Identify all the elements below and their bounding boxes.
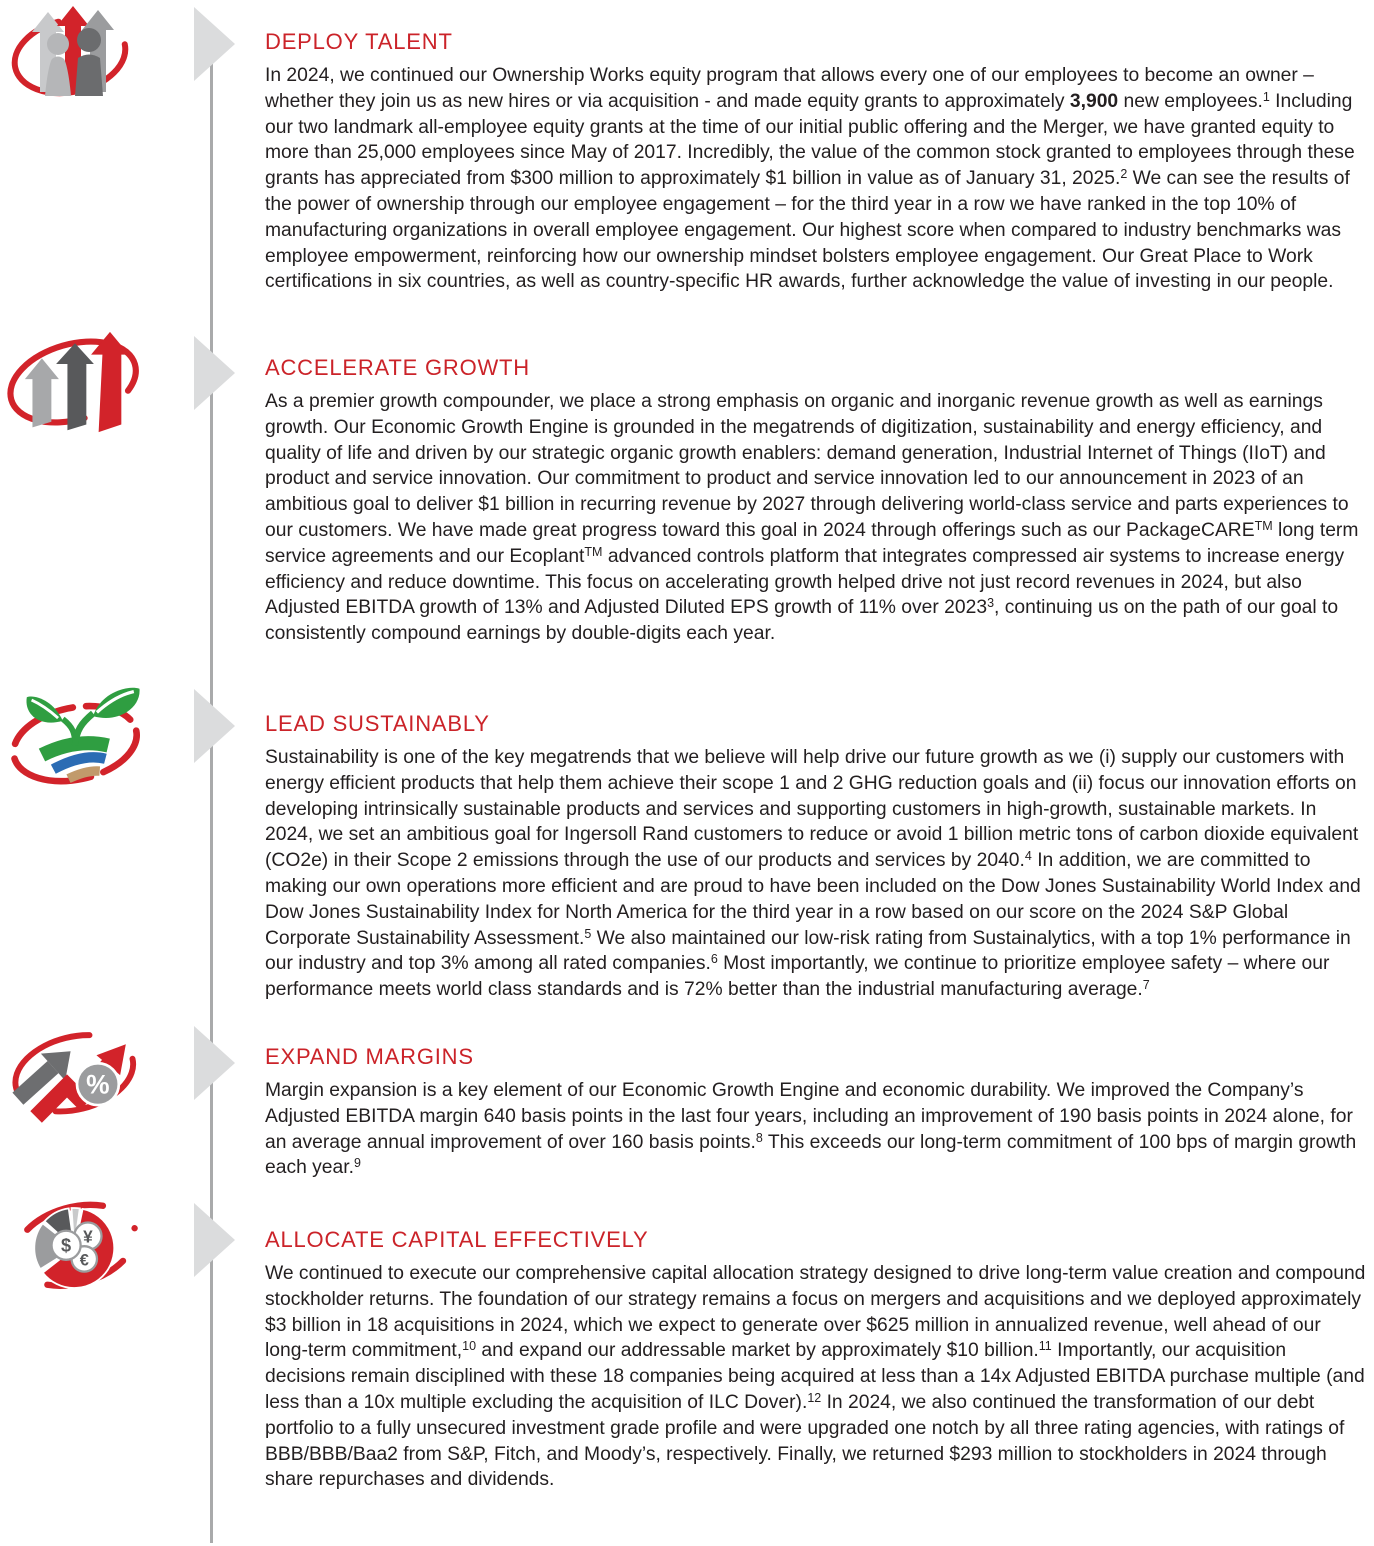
text-segment: We continued to execute our comprehensive capital allocation strategy designed to drive long-term value creation and compound stockholder returns. The foundation of our strategy remains a focus on mergers and acquisitions and we deployed approximately $3 billion in 18 acquisitions in 2024, which we expect to generate over $625 million in annualized revenue, well ahead of our long-term commitment,	[265, 1263, 1366, 1362]
footnote-ref: TM	[584, 544, 603, 559]
section-heading: ACCELERATE GROWTH	[265, 355, 530, 380]
text-segment: and expand our addressable market by approximately $10 billion.	[476, 1340, 1039, 1362]
footnote-ref: 7	[1142, 978, 1150, 993]
timeline-arrow-marker	[194, 7, 235, 81]
section-heading: DEPLOY TALENT	[265, 29, 453, 54]
text-segment: Margin expansion is a key element of our Economic Growth Engine and economic durability. We improved the Company’s Adjusted EBITDA margin 640 basis points in the last four years, including an improvement of 190 basis points in 2024 alone, for an average annual improvement of over 160 basis points.	[265, 1080, 1353, 1153]
text-segment: Sustainability is one of the key megatrends that we believe will help drive our future growth as we (i) supply our customers with energy efficient products that help them achieve their scope 1 and 2 GHG reduction goals and (ii) focus our innovation efforts on developing intrinsically sustainable products and services and supporting customers in high-growth, sustainable markets. In 2024, we set an ambitious goal for Ingersoll Rand customers to reduce or avoid 1 billion metric tons of carbon dioxide equivalent (CO2e) in their Scope 2 emissions through the use of our products and services by 2040.	[265, 747, 1359, 872]
text-segment: As a premier growth compounder, we place a strong emphasis on organic and inorganic revenue growth as well as earnings growth. Our Economic Growth Engine is grounded in the megatrends of digitization, sustainability and energy efficiency, and quality of life and driven by our strategic organic growth enablers: demand generation, Industrial Internet of Things (IIoT) and product and service innovation. Our commitment to product and service innovation led to our announcement in 2023 of an ambitious goal to deliver $1 billion in recurring revenue by 2027 through delivering world-class service and parts experiences to our customers. We have made great progress toward this goal in 2024 through offerings such as our PackageCARE	[265, 391, 1349, 541]
text-segment: In 2024, we also continued the transformation of our debt portfolio to a fully unsecured investment grade profile and were upgraded one notch by all three rating agencies, with ratings of BBB/BBB/Baa2 from S&P, Fitch, and Moody’s, respectively. Finally, we returned $293 million to stockholders in 2024 through share repurchases and dividends.	[265, 1391, 1345, 1491]
timeline-arrow-marker	[194, 1203, 235, 1277]
text-segment: Importantly, our acquisition decisions remain disciplined with these 18 companies being acquired at less than a 14x Adjusted EBITDA purchase multiple (and less than a 10x multiple excluding the acquisition of ILC Dover).	[265, 1340, 1365, 1413]
section-lead-sustainably	[265, 711, 1368, 1003]
text-segment: advanced controls platform that integrates compressed air systems to increase energy efficiency and reduce downtime. This focus on accelerating growth helped drive not just record revenues in 2024, but also Adjusted EBITDA growth of 13% and Adjusted Diluted EPS growth of 11% over 2023	[265, 545, 1345, 619]
section-body	[265, 389, 1368, 647]
footnote-ref: 11	[1038, 1339, 1052, 1354]
section-heading: ALLOCATE CAPITAL EFFECTIVELY	[265, 1227, 649, 1252]
footnote-ref: 6	[710, 952, 718, 967]
timeline-arrow-marker	[194, 689, 235, 763]
text-segment: , continuing us on the path of our goal to consistently compound earnings by double-digits each year.	[265, 597, 1339, 645]
text-segment: long term service agreements and our Ecoplant	[265, 519, 1359, 567]
section-heading: EXPAND MARGINS	[265, 1044, 474, 1069]
section-body	[265, 1078, 1368, 1181]
timeline-arrow-marker	[194, 336, 235, 410]
svg-text:¥: ¥	[83, 1226, 93, 1247]
accelerate-growth-icon	[2, 330, 148, 434]
lead-sustainably-icon	[6, 684, 148, 790]
footnote-ref: 9	[353, 1156, 361, 1171]
text-segment: Including our two landmark all-employee equity grants at the time of our initial public offering and the Merger, we have granted equity to more than 25,000 employees since May of 2017. Incredibly, the value of the common stock granted to employees through these grants has appreciated from $300 million to approximately $1 billion in value as of January 31, 2025.	[265, 90, 1355, 190]
footnote-ref: 3	[987, 596, 995, 611]
svg-text:%: %	[86, 1069, 110, 1100]
footnote-ref: 5	[584, 926, 592, 941]
timeline-line	[210, 42, 213, 1543]
text-segment: 3,900	[1069, 90, 1119, 112]
section-allocate-capital	[265, 1227, 1368, 1493]
deploy-talent-icon	[10, 4, 136, 100]
text-segment: We can see the results of the power of ownership through our employee engagement – for the third year in a row we have ranked in the top 10% of manufacturing organizations in overall employee engagement. Our highest score when compared to industry benchmarks was employee empowerment, reinforcing how our ownership mindset bolsters employee engagement. Our Great Place to Work certifications in six countries, as well as country-specific HR awards, further acknowledge the value of investing in our people.	[265, 168, 1350, 293]
text-segment: new employees.	[1118, 90, 1263, 112]
timeline-arrow-marker	[194, 1026, 235, 1100]
section-accelerate-growth	[265, 355, 1368, 647]
section-body	[265, 1261, 1368, 1493]
text-segment: This exceeds our long-term commitment of 100 bps of margin growth each year.	[265, 1131, 1357, 1179]
text-segment: We also maintained our low-risk rating from Sustainalytics, with a top 1% performance in our industry and top 3% among all rated companies.	[265, 927, 1351, 975]
footnote-ref: TM	[1254, 518, 1273, 533]
section-body	[265, 745, 1368, 1003]
allocate-capital-icon	[6, 1198, 148, 1298]
section-heading: LEAD SUSTAINABLY	[265, 711, 490, 736]
footnote-ref: 10	[462, 1339, 477, 1354]
text-segment: In addition, we are committed to making our own operations more efficient and are proud to have been included on the Dow Jones Sustainability World Index and Dow Jones Sustainability Index for North America for the third year in a row based on our score on the 2024 S&P Global Corporate Sustainability Assessment.	[265, 850, 1361, 949]
section-expand-margins	[265, 1044, 1368, 1181]
footnote-ref: 8	[755, 1130, 763, 1145]
svg-text:€: €	[79, 1251, 89, 1270]
expand-margins-icon	[6, 1026, 148, 1126]
footnote-ref: 2	[1120, 167, 1128, 182]
footnote-ref: 1	[1262, 89, 1270, 104]
text-segment: Most importantly, we continue to prioritize employee safety – where our performance meets world class standards and is 72% better than the industrial manufacturing average.	[265, 953, 1330, 1001]
section-deploy-talent	[265, 29, 1368, 295]
text-segment: In 2024, we continued our Ownership Works equity program that allows every one of our employees to become an owner – whether they join us as new hires or via acquisition - and made equity grants to approximately	[265, 65, 1314, 112]
footnote-ref: 12	[807, 1390, 822, 1405]
svg-text:$: $	[61, 1235, 72, 1256]
section-body	[265, 63, 1368, 295]
footnote-ref: 4	[1024, 849, 1032, 864]
